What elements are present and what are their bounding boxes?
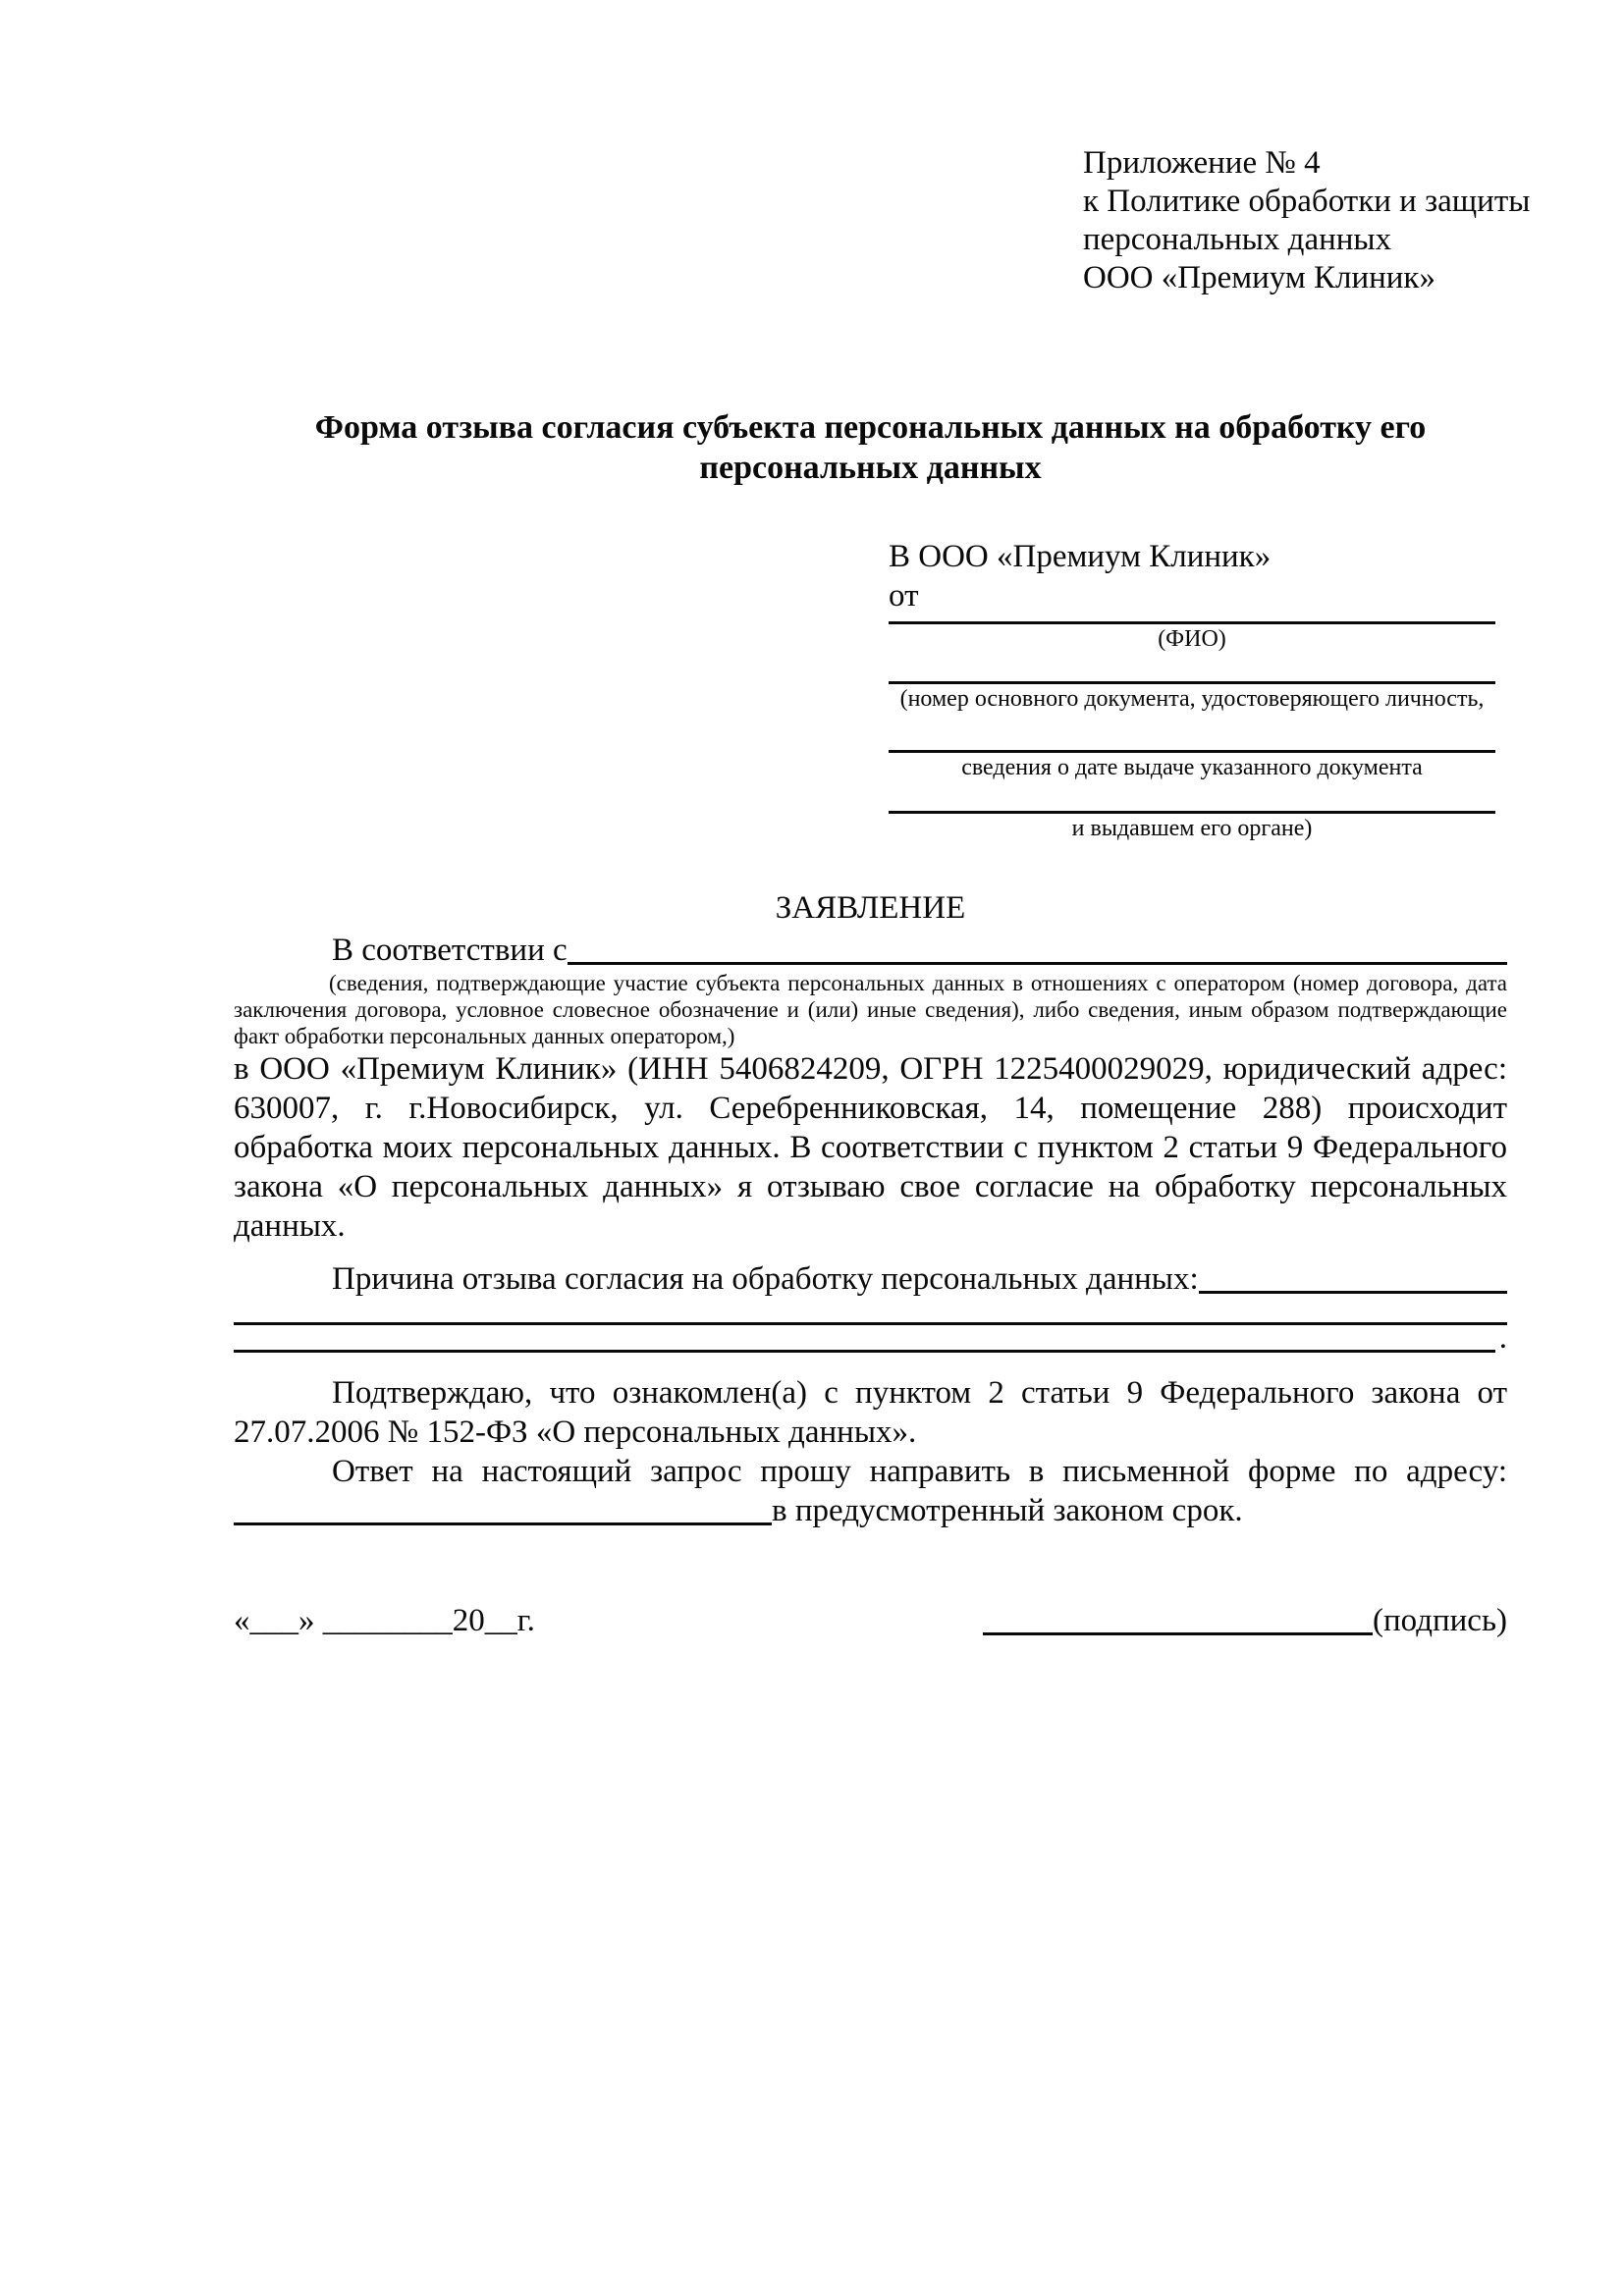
reason-end-period: . bbox=[1498, 1320, 1507, 1356]
recipient-from-label: от bbox=[889, 578, 919, 614]
issue-date-field bbox=[889, 750, 1495, 782]
fio-caption: (ФИО) bbox=[1158, 626, 1226, 652]
intro-line bbox=[234, 931, 1507, 970]
statement-heading: ЗАЯВЛЕНИЕ bbox=[775, 890, 966, 926]
reason-blank-line-2 bbox=[234, 1320, 1507, 1358]
intro-blank-line bbox=[568, 962, 1507, 965]
issuing-authority-caption: и выдавшем его органе) bbox=[1071, 816, 1313, 841]
reason-label: Причина отзыва согласия на обработку персональных данных: bbox=[332, 1261, 1199, 1297]
recipient-block bbox=[889, 537, 1495, 843]
signature-blank-line bbox=[983, 1632, 1373, 1635]
document-number-field bbox=[889, 681, 1495, 714]
reason-blank-line-1 bbox=[234, 1299, 1507, 1325]
appendix-note bbox=[1083, 144, 1531, 297]
appendix-note-line: персональных данных bbox=[1083, 222, 1392, 257]
issue-date-caption: сведения о дате выдаче указанного документа bbox=[961, 755, 1423, 780]
fio-field bbox=[889, 621, 1495, 654]
recipient-to-line: В ООО «Премиум Клиник» bbox=[889, 539, 1272, 574]
date-signature-row bbox=[234, 1601, 1507, 1640]
signature-block bbox=[983, 1601, 1507, 1640]
confirmation-paragraph: Подтверждаю, что ознакомлен(а) с пунктом 2 статьи 9 Федерального закона от 27.07.2006 № 152-ФЗ «О персональных данных». bbox=[234, 1375, 1507, 1450]
reason-blank-line-start bbox=[1199, 1291, 1507, 1294]
appendix-note-line: ООО «Премиум Клиник» bbox=[1083, 260, 1435, 295]
appendix-note-line: к Политике обработки и защиты bbox=[1083, 184, 1531, 219]
appendix-note-line: Приложение № 4 bbox=[1083, 145, 1321, 181]
reply-request-line: Ответ на настоящий запрос прошу направить в письменной форме по адресу: bbox=[332, 1454, 1507, 1489]
intro-footnote: (сведения, подтверждающие участие субъекта персональных данных в отношениях с оператором (номер договора, дата заключения договора, условное словесное обозначение и (или) иные сведения), либо сведения, иным образом подтверждающие факт обработки персональных данных оператором,) bbox=[234, 971, 1507, 1048]
reply-suffix: в предусмотренный законом срок. bbox=[772, 1493, 1243, 1528]
reply-address-line bbox=[234, 1491, 1507, 1530]
reason-blank-line-2-rule bbox=[234, 1350, 1495, 1353]
issuing-authority-field bbox=[889, 811, 1495, 843]
address-blank-line bbox=[234, 1522, 772, 1525]
body-paragraph: в ООО «Премиум Клиник» (ИНН 5406824209, ОГРН 1225400029029, юридический адрес: 630007, г. г.Новосибирск, ул. Серебренниковская, 14, помещение 288) происходит обработка моих персональных данных. В соответствии с пунктом 2 статьи 9 Федерального закона «О персональных данных» я отзываю свое согласие на обработку персональных данных. bbox=[234, 1051, 1507, 1244]
signature-caption: (подпись) bbox=[1373, 1603, 1507, 1638]
date-line: «___» ________20__г. bbox=[234, 1603, 535, 1638]
document-number-caption: (номер основного документа, удостоверяющего личность, bbox=[899, 686, 1485, 712]
intro-prefix: В соответствии с bbox=[332, 933, 568, 968]
reason-line bbox=[234, 1259, 1507, 1299]
document-title: Форма отзыва согласия субъекта персональных данных на обработку его персональных данных bbox=[314, 409, 1427, 486]
